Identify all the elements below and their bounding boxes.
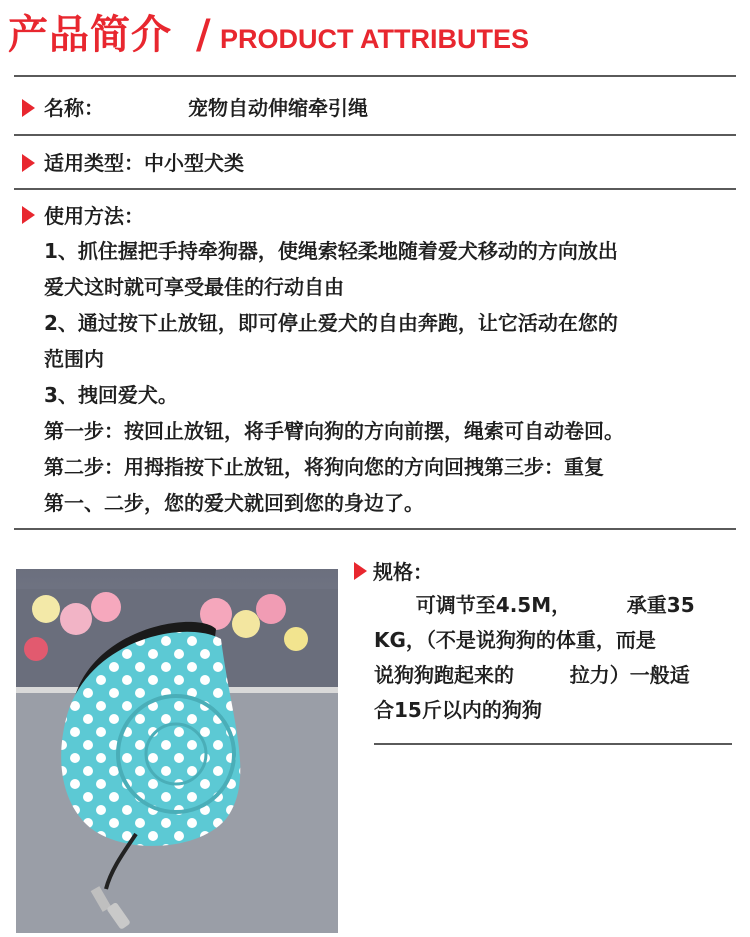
divider (14, 75, 736, 77)
product-photo (16, 569, 338, 933)
spec-line: 说狗狗跑起来的 拉力）一般适 (374, 663, 690, 687)
title-chinese: 产品简介 (8, 12, 172, 58)
usage-label: 使用方法： (44, 204, 144, 228)
product-name: 宠物自动伸缩牵引绳 (188, 96, 368, 120)
spec-line: 合15斤以内的狗狗 (374, 698, 542, 722)
spec-label: 规格： (373, 560, 433, 584)
usage-line: 2、通过按下止放钮，即可停止爱犬的自由奔跑，让它活动在您的 (44, 311, 618, 335)
spec-text (374, 588, 744, 728)
bullet-arrow-icon (354, 562, 367, 580)
divider (14, 134, 736, 136)
usage-line: 第二步：用拇指按下止放钮，将狗向您的方向回拽第三步：重复 (44, 455, 604, 479)
usage-line: 第一步：按回止放钮，将手臂向狗的方向前摆，绳索可自动卷回。 (44, 419, 624, 443)
usage-line: 范围内 (44, 347, 104, 371)
bullet-arrow-icon (22, 206, 35, 224)
spec-line: KG，（不是说狗狗的体重，而是 (374, 628, 656, 652)
retractable-leash-icon (16, 569, 338, 933)
title-slash: / (196, 12, 211, 58)
divider (374, 743, 732, 745)
bullet-arrow-icon (22, 154, 35, 172)
divider (14, 528, 736, 530)
title-english: PRODUCT ATTRIBUTES (220, 24, 529, 54)
usage-line: 3、拽回爱犬。 (44, 383, 178, 407)
type-label: 适用类型：中小型犬类 (44, 151, 244, 175)
usage-line: 1、抓住握把手持牵狗器，使绳索轻柔地随着爱犬移动的方向放出 (44, 239, 618, 263)
name-label: 名称： (44, 96, 104, 120)
bullet-arrow-icon (22, 99, 35, 117)
divider (14, 188, 736, 190)
usage-line: 爱犬这时就可享受最佳的行动自由 (44, 275, 344, 299)
usage-text (44, 233, 744, 521)
spec-line: 可调节至4.5M， 承重35 (374, 593, 695, 617)
usage-line: 第一、二步，您的爱犬就回到您的身边了。 (44, 491, 424, 515)
